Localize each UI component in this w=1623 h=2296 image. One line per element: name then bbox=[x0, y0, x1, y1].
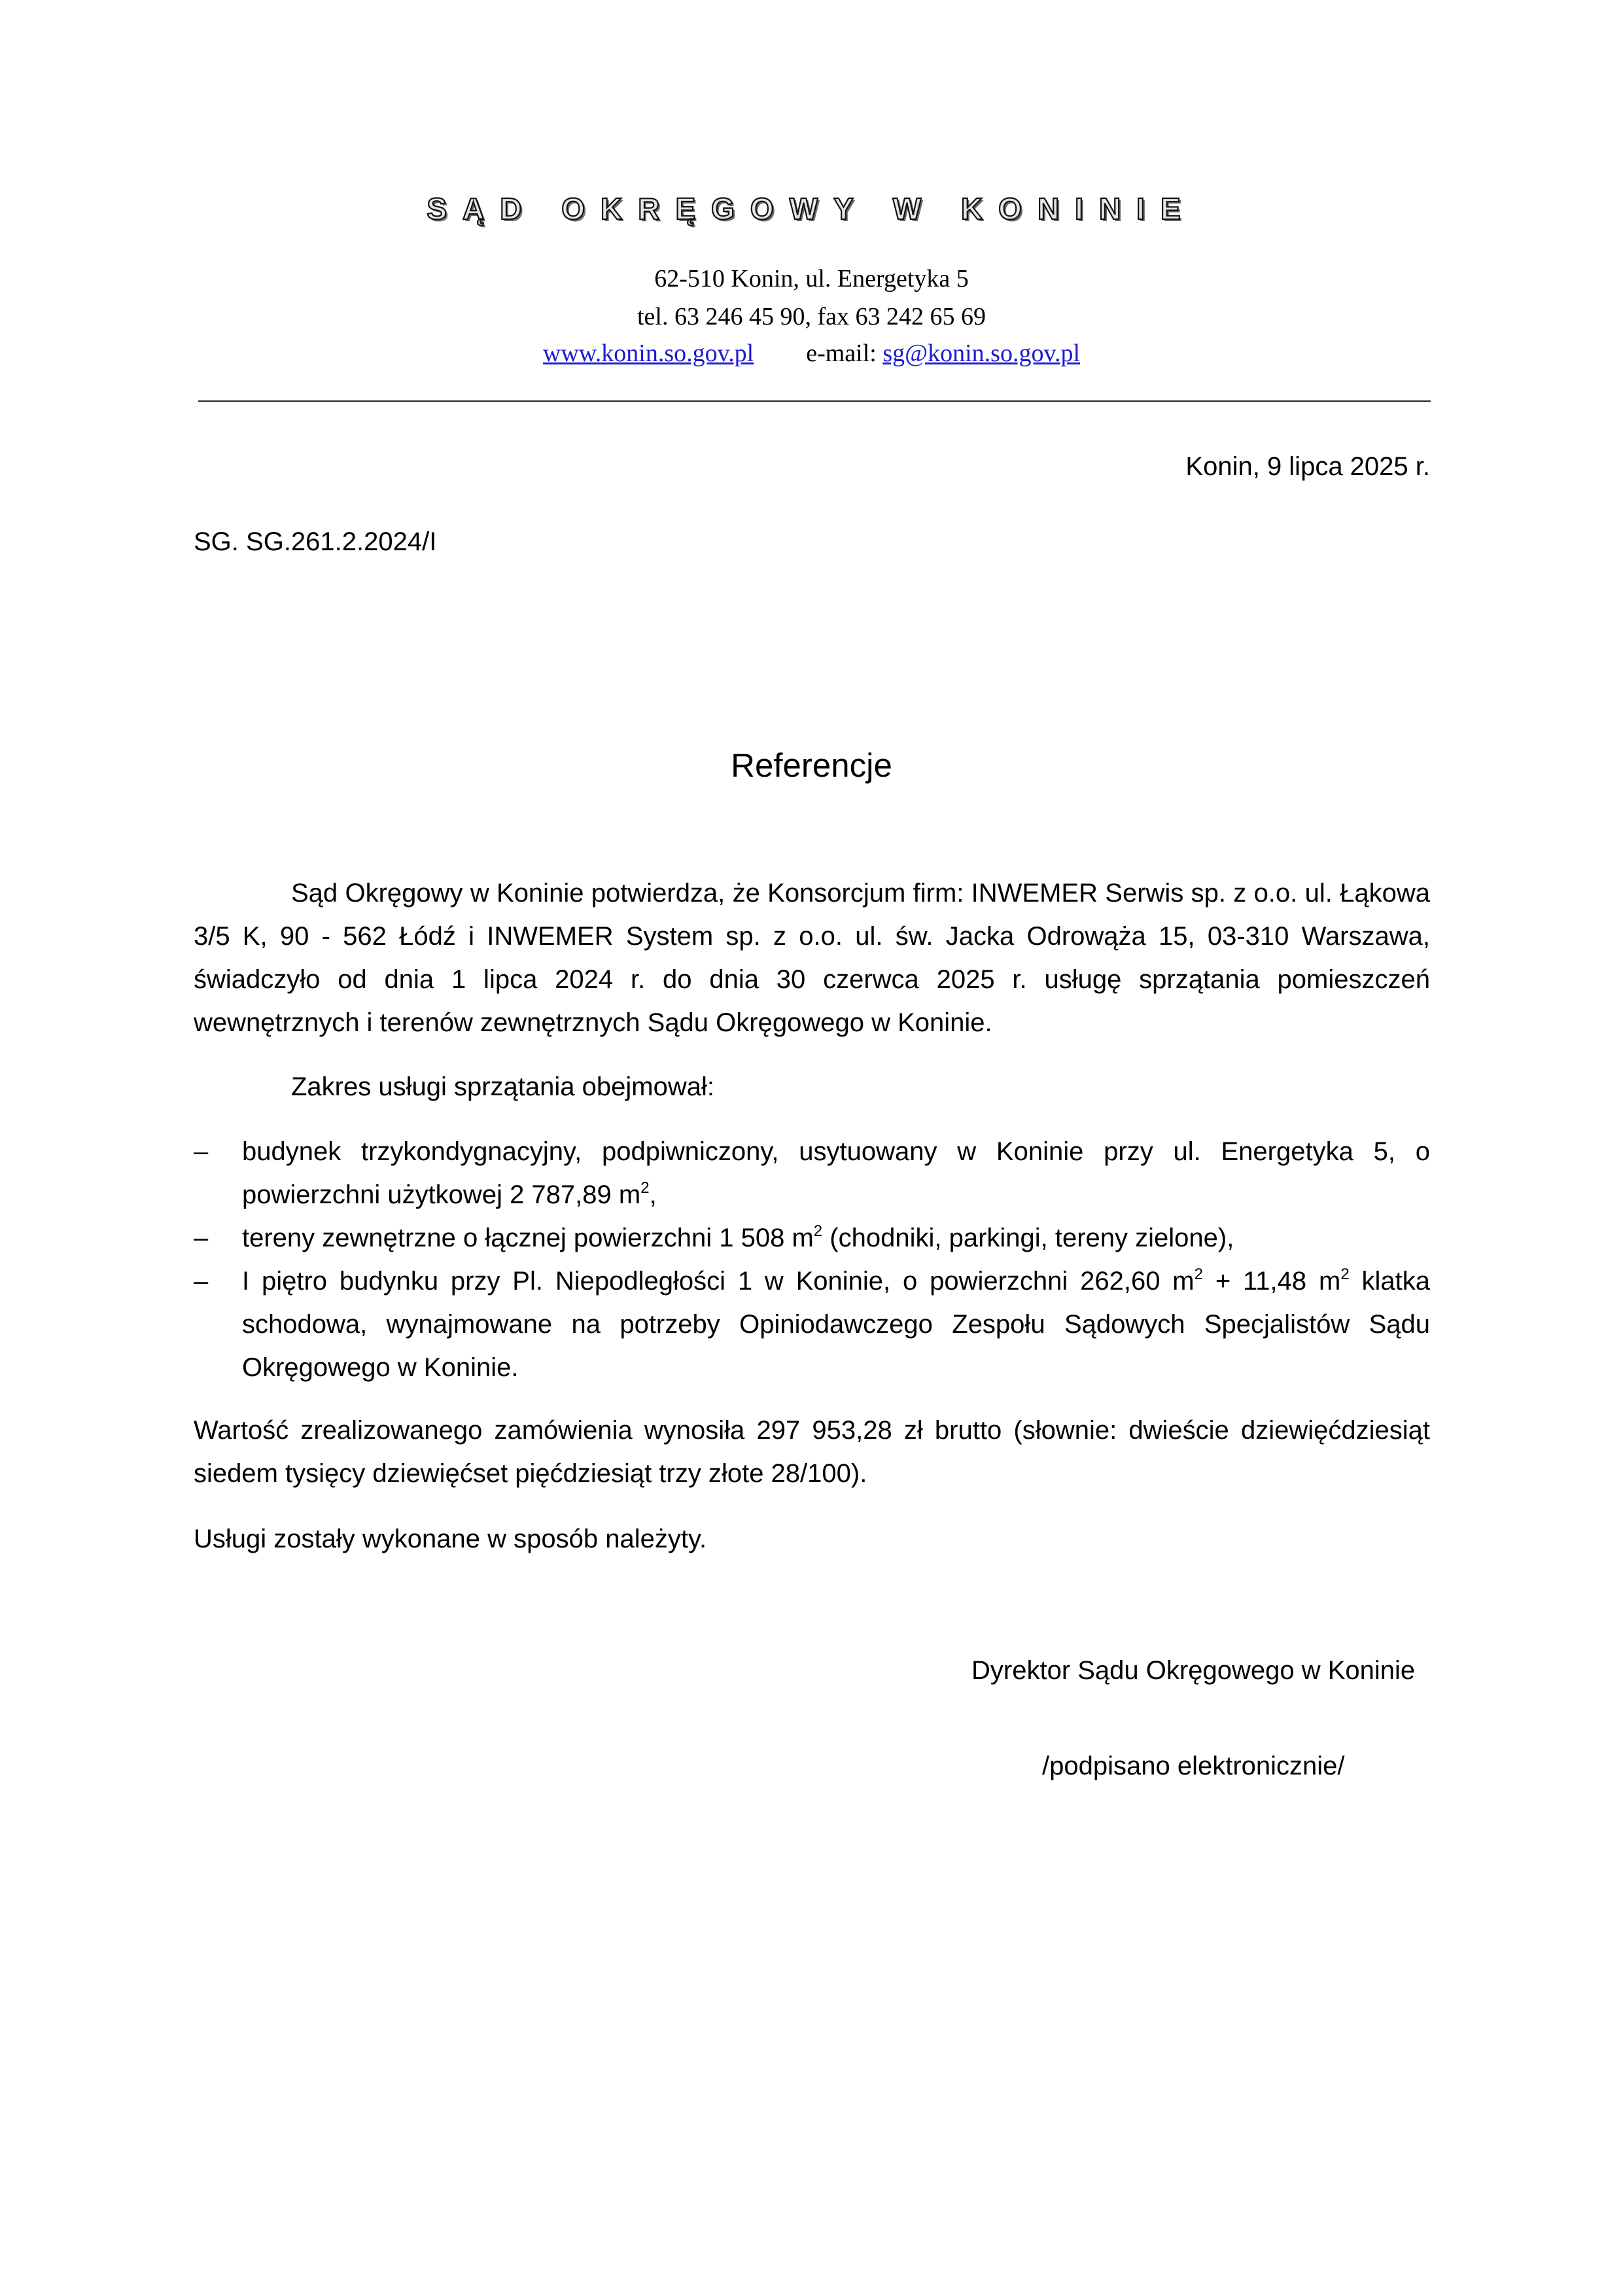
body-paragraph-scope-intro: Zakres usługi sprzątania obejmował: bbox=[291, 1072, 714, 1101]
court-phone-fax: tel. 63 246 45 90, fax 63 242 65 69 bbox=[637, 303, 986, 330]
signatory-position: Dyrektor Sądu Okręgowego w Koninie bbox=[971, 1656, 1416, 1685]
document-date: Konin, 9 lipca 2025 r. bbox=[1185, 452, 1430, 481]
letterhead-divider bbox=[198, 400, 1431, 402]
list-bullet: – bbox=[194, 1267, 209, 1296]
court-address: 62-510 Konin, ul. Energetyka 5 bbox=[654, 265, 969, 292]
email-link[interactable]: sg@konin.so.gov.pl bbox=[882, 340, 1081, 367]
scope-list bbox=[194, 1130, 1430, 1389]
document-title: Referencje bbox=[731, 747, 892, 784]
list-bullet: – bbox=[194, 1137, 209, 1166]
court-contact-line bbox=[0, 339, 1623, 368]
list-item: – budynek trzykondygnacyjny, podpiwniczony, usytuowany w Koninie przy ul. Energetyka 5, o powierzchni użytkowej 2 787,89 $m^2$, bbox=[194, 1130, 1430, 1216]
website-link[interactable]: www.konin.so.gov.pl bbox=[542, 340, 754, 367]
court-name-heading: SĄD OKRĘGOWY W KONINIE bbox=[427, 192, 1196, 226]
electronic-signature-note: /podpisano elektronicznie/ bbox=[1042, 1752, 1345, 1780]
body-paragraph-conclusion: Usługi zostały wykonane w sposób należyty. bbox=[194, 1525, 707, 1553]
list-item: – tereny zewnętrzne o łącznej powierzchni 1 508 $m^2$ (chodniki, parkingi, tereny zielone), bbox=[194, 1216, 1430, 1260]
body-paragraph-value: Wartość zrealizowanego zamówienia wynosiła 297 953,28 zł brutto (słownie: dwieście dziewięćdziesiąt siedem tysięcy dziewięćset pięćdziesiąt trzy złote 28/100). bbox=[194, 1416, 1430, 1488]
email-label: e-mail: bbox=[806, 340, 877, 367]
list-bullet: – bbox=[194, 1224, 209, 1252]
body-paragraph-confirmation: Sąd Okręgowy w Koninie potwierdza, że Konsorcjum firm: INWEMER Serwis sp. z o.o. ul. Łąkowa 3/5 K, 90 - 562 Łódź i INWEMER System sp. z o.o. ul. św. Jacka Odrowąża 15, 03-310 Warszawa, świadczyło od dnia 1 lipca 2024 r. do dnia 30 czerwca 2025 r. usługę sprzątania pomieszczeń wewnętrznych i terenów zewnętrznych Sądu Okręgowego w Koninie. bbox=[194, 879, 1430, 1037]
list-item: – I piętro budynku przy Pl. Niepodległości 1 w Koninie, o powierzchni 262,60 $m^2 + 11,48$ $m^2$ klatka schodowa, wynajmowane na potrzeby Opiniodawczego Zespołu Sądowych Specjalistów Sądu Okręgowego w Koninie. bbox=[194, 1260, 1430, 1389]
reference-number: SG. SG.261.2.2024/I bbox=[194, 527, 437, 556]
